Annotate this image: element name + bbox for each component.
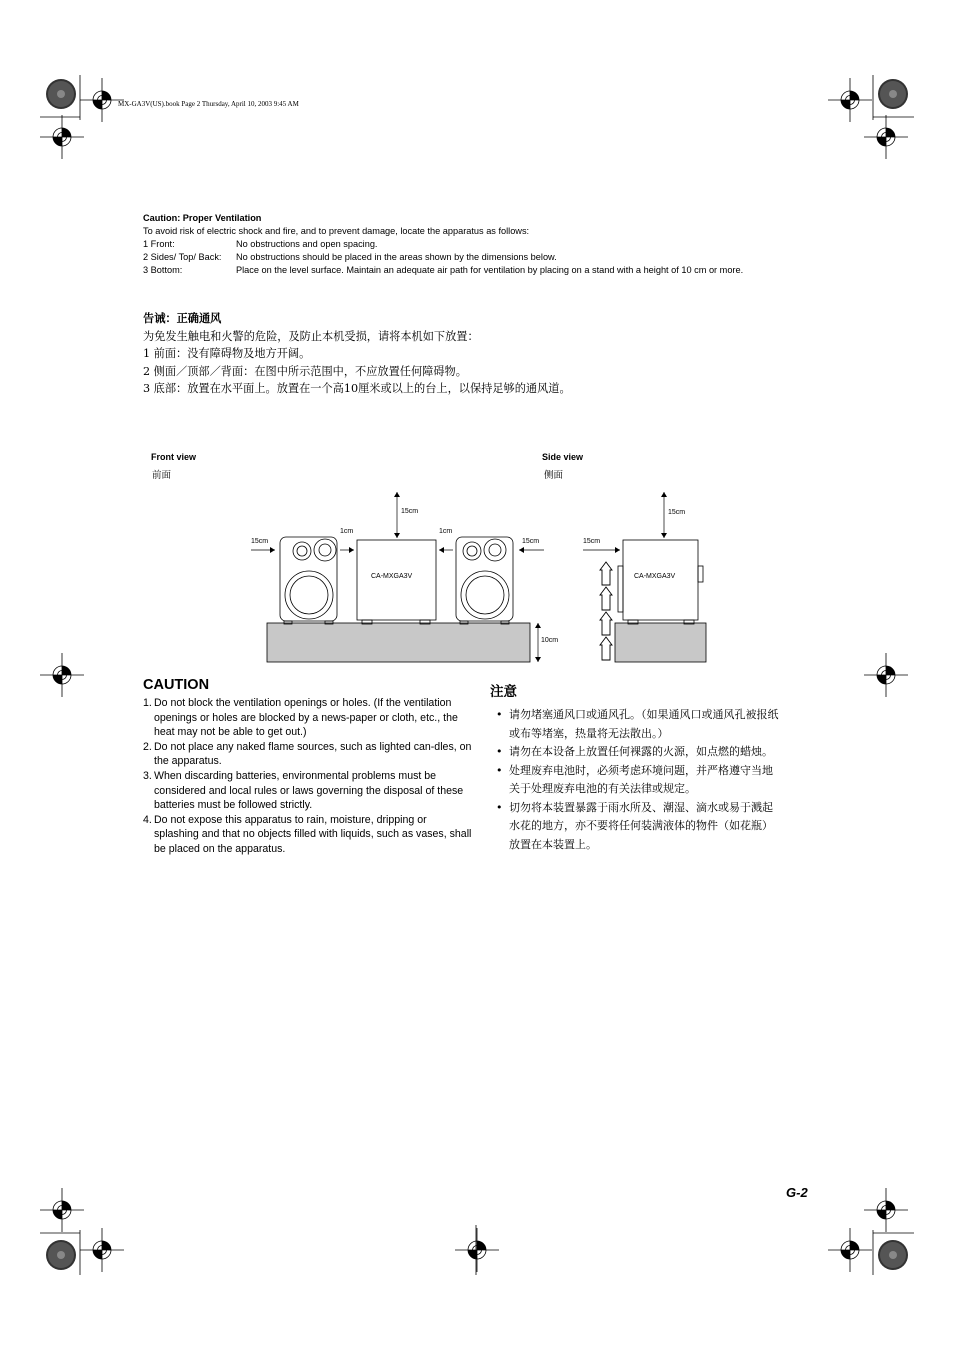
unit-label-front: CA-MXGA3V [371,573,413,580]
ventilation-cn-line: 3 底部：放置在水平面上。放置在一个高10厘米或以上的台上，以保持足够的通风道。 [143,382,571,395]
bullet-icon: • [496,745,503,758]
page-number: G-2 [786,1185,808,1200]
item-text: Do not expose this apparatus to rain, moisture, dripping or splashing and that no objects filled with liquids, such as vases, shall be placed on the apparatus. [154,813,472,855]
left-speaker [280,537,337,624]
ventilation-cn-line: 为免发生触电和火警的危险，及防止本机受损，请将本机如下放置： [143,329,479,343]
ventilation-cn-line: 2 侧面／顶部／背面：在图中所示范围中，不应放置任何障碍物。 [143,364,467,378]
item-text: 处理废弃电池时，必须考虑环境问题，并严格遵守当地关于处理废弃电池的有关法律或规定。 [509,763,773,795]
item-text: 请勿在本设备上放置任何裸露的火源，如点燃的蜡烛。 [509,745,773,758]
caution-cn-section [490,680,780,854]
bullet-icon: • [496,708,503,721]
caution-cn-title: 注意 [490,684,517,700]
front-view-cn-label: 前面 [152,470,172,481]
bullet-icon: • [496,763,503,777]
item-text: No obstructions should be placed in the areas shown by the dimensions below. [236,252,557,262]
ventilation-en-intro: To avoid risk of electric shock and fire, and to prevent damage, locate the apparatus as follows: [143,226,530,236]
ventilation-cn-section [143,310,571,398]
file-header: MX-GA3V(US).book Page 2 Thursday, April 10, 2003 9:45 AM [118,100,299,108]
item-text: No obstructions and open spacing. [236,239,378,249]
airflow-arrows [600,562,612,660]
item-key: 1 Front: [143,239,175,249]
side-unit [618,540,703,624]
stand-side [615,623,706,662]
caution-en-item [143,813,473,857]
item-number: 1. [143,697,152,709]
dim-right-front: 15cm [522,538,540,545]
dim-bottom: 10cm [541,637,559,644]
item-number: 3. [143,769,152,782]
item-text: 切勿将本装置暴露于雨水所及、潮湿、滴水或易于溅起水花的地方，亦不要将任何装满液体的物件（如花瓶）放置在本装置上。 [509,800,773,851]
right-speaker [456,537,513,624]
item-text: When discarding batteries, environmental problems must be considered and local rules or laws governing the disposal of these batteries must be followed strictly. [154,769,464,812]
caution-en-item [143,769,473,813]
caution-en-title: CAUTION [143,677,210,693]
dim-left-side: 15cm [583,538,601,545]
caution-en-item [143,740,473,769]
item-key: 3 Bottom: [143,265,183,275]
ventilation-en-item [143,264,743,277]
dim-gap-left: 1cm [340,528,354,535]
item-text: Do not place any naked flame sources, such as lighted can-dles, on the apparatus. [154,740,472,768]
ventilation-en-title: Caution: Proper Ventilation [143,213,262,223]
ventilation-cn-line: 1 前面：没有障碍物及地方开阔。 [143,347,311,360]
ventilation-cn-title: 告诫：正确通风 [143,312,222,325]
item-number: 4. [143,813,152,826]
ventilation-en-item [143,238,743,251]
item-text: 请勿堵塞通风口或通风孔。（如果通风口或通风孔被报纸或布等堵塞，热量将无法散出。） [509,708,779,740]
side-view-cn-label: 侧面 [544,470,564,481]
center-unit [357,540,436,624]
caution-cn-item [490,743,780,762]
caution-cn-item [490,799,780,855]
stand-front [267,623,530,662]
caution-cn-item [490,762,780,799]
front-view-label: Front view [151,452,197,462]
dim-gap-right: 1cm [439,528,453,535]
item-text: Do not block the ventilation openings or holes. (If the ventilation openings or holes are blocked by a news-paper or cloth, etc., the heat may not be able to get out.) [154,697,458,739]
ventilation-en-item [143,251,743,264]
dim-left-front: 15cm [251,538,269,545]
ventilation-diagram [0,440,954,680]
caution-en-section [143,677,473,857]
item-number: 2. [143,740,152,753]
dim-top-side: 15cm [668,509,686,516]
item-key: 2 Sides/ Top/ Back: [143,252,222,262]
caution-en-item [143,696,473,740]
bullet-icon: • [496,800,503,814]
caution-cn-item [490,706,780,743]
unit-label-side: CA-MXGA3V [634,573,676,580]
ventilation-en-section [143,212,743,277]
side-view-label: Side view [542,452,584,462]
item-text: Place on the level surface. Maintain an adequate air path for ventilation by placing on a stand with a height of 10 cm or more. [236,265,744,275]
dim-top-front: 15cm [401,508,419,515]
